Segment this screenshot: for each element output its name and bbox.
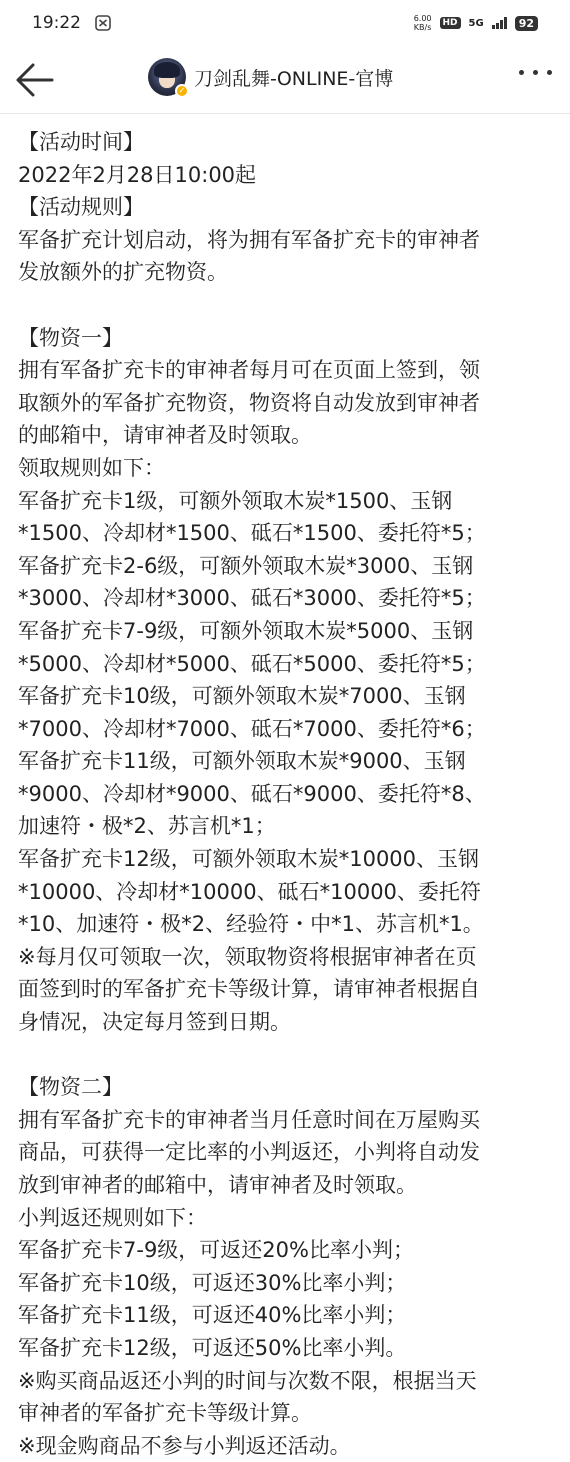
article-line: ※每月仅可领取一次，领取物资将根据审神者在页 xyxy=(18,944,477,969)
article-line: 【物资一】 xyxy=(18,325,123,350)
article-line: 身情况，决定每月签到日期。 xyxy=(18,1010,291,1035)
article-line: ※购买商品返还小判的时间与次数不限，根据当天 xyxy=(18,1368,477,1393)
article-line: 面签到时的军备扩充卡等级计算，请审神者根据自 xyxy=(18,977,480,1002)
article-line: 拥有军备扩充卡的审神者当月任意时间在万屋购买 xyxy=(18,1107,480,1132)
article-line: 军备扩充卡2-6级，可额外领取木炭*3000、玉钢 xyxy=(18,553,474,578)
account-header[interactable] xyxy=(148,58,393,96)
battery-icon: 92 xyxy=(515,16,538,31)
status-bar xyxy=(0,0,570,46)
article-line: 放到审神者的邮箱中，请审神者及时领取。 xyxy=(18,1173,417,1197)
blank-line xyxy=(18,1039,558,1072)
article-line: *9000、冷却材*9000、砥石*9000、委托符*8、 xyxy=(18,781,486,806)
article-line: 加速符・极*2、苏言机*1； xyxy=(18,814,276,839)
status-time: 19:22 xyxy=(32,13,81,33)
net-speed: 6.00 KB/s xyxy=(413,14,432,32)
article-line: *1500、冷却材*1500、砥石*1500、委托符*5； xyxy=(18,521,486,546)
article-line: 小判返还规则如下： xyxy=(18,1205,207,1230)
article-line: 军备扩充卡10级，可返还30%比率小判； xyxy=(18,1270,407,1295)
avatar[interactable] xyxy=(148,58,186,96)
article-line: 军备扩充计划启动，将为拥有军备扩充卡的审神者 xyxy=(18,227,480,252)
article-body xyxy=(18,126,558,1462)
article-line: 【活动时间】 xyxy=(18,130,144,154)
article-line: 军备扩充卡12级，可返还50%比率小判。 xyxy=(18,1335,407,1360)
article-line: 军备扩充卡11级，可返还40%比率小判； xyxy=(18,1303,407,1328)
article-line: 取额外的军备扩充物资，物资将自动发放到审神者 xyxy=(18,390,480,415)
article-line: 领取规则如下： xyxy=(18,455,165,480)
article-line: 军备扩充卡12级，可额外领取木炭*10000、玉钢 xyxy=(18,847,480,872)
article-line: *10、加速符・极*2、经验符・中*1、苏言机*1。 xyxy=(18,912,484,937)
article-line: 军备扩充卡7-9级，可额外领取木炭*5000、玉钢 xyxy=(18,618,474,643)
article-line: 2022年2月28日10:00起 xyxy=(18,162,257,187)
article-line: 的邮箱中，请审神者及时领取。 xyxy=(18,423,312,448)
article-line: 军备扩充卡7-9级，可返还20%比率小判； xyxy=(18,1238,414,1263)
arrow-left-icon xyxy=(14,60,56,100)
article-line: 军备扩充卡10级，可额外领取木炭*7000、玉钢 xyxy=(18,684,466,709)
blank-line xyxy=(18,289,558,322)
account-name[interactable]: 刀剑乱舞-ONLINE-官博 xyxy=(194,67,394,90)
hd-badge: HD xyxy=(440,17,461,29)
article-line: 【活动规则】 xyxy=(18,195,144,220)
article-line: *5000、冷却材*5000、砥石*5000、委托符*5； xyxy=(18,651,486,676)
app-notification-icon xyxy=(95,15,111,31)
verified-badge-icon: ✓ xyxy=(175,84,189,98)
article-line: 发放额外的扩充物资。 xyxy=(18,260,228,285)
signal-bars-icon xyxy=(492,17,507,29)
article-line: 商品，可获得一定比率的小判返还，小判将自动发 xyxy=(18,1140,480,1165)
article-line: ※现金购商品不参与小判返还活动。 xyxy=(18,1433,351,1458)
article-line: *10000、冷却材*10000、砥石*10000、委托符 xyxy=(18,879,481,904)
more-options-button[interactable] xyxy=(519,70,552,75)
article-line: 审神者的军备扩充卡等级计算。 xyxy=(18,1401,312,1426)
back-button[interactable] xyxy=(14,60,56,100)
article-line: 拥有军备扩充卡的审神者每月可在页面上签到，领 xyxy=(18,358,480,383)
more-dots-icon xyxy=(519,70,524,75)
article-line: *7000、冷却材*7000、砥石*7000、委托符*6； xyxy=(18,716,486,741)
top-nav-bar xyxy=(0,46,570,114)
article-line: 【物资二】 xyxy=(18,1075,123,1100)
article-line: 军备扩充卡11级，可额外领取木炭*9000、玉钢 xyxy=(18,749,466,774)
network-type: 5G xyxy=(468,17,484,29)
article-line: 军备扩充卡1级，可额外领取木炭*1500、玉钢 xyxy=(18,488,453,513)
article-line: *3000、冷却材*3000、砥石*3000、委托符*5； xyxy=(18,586,486,611)
